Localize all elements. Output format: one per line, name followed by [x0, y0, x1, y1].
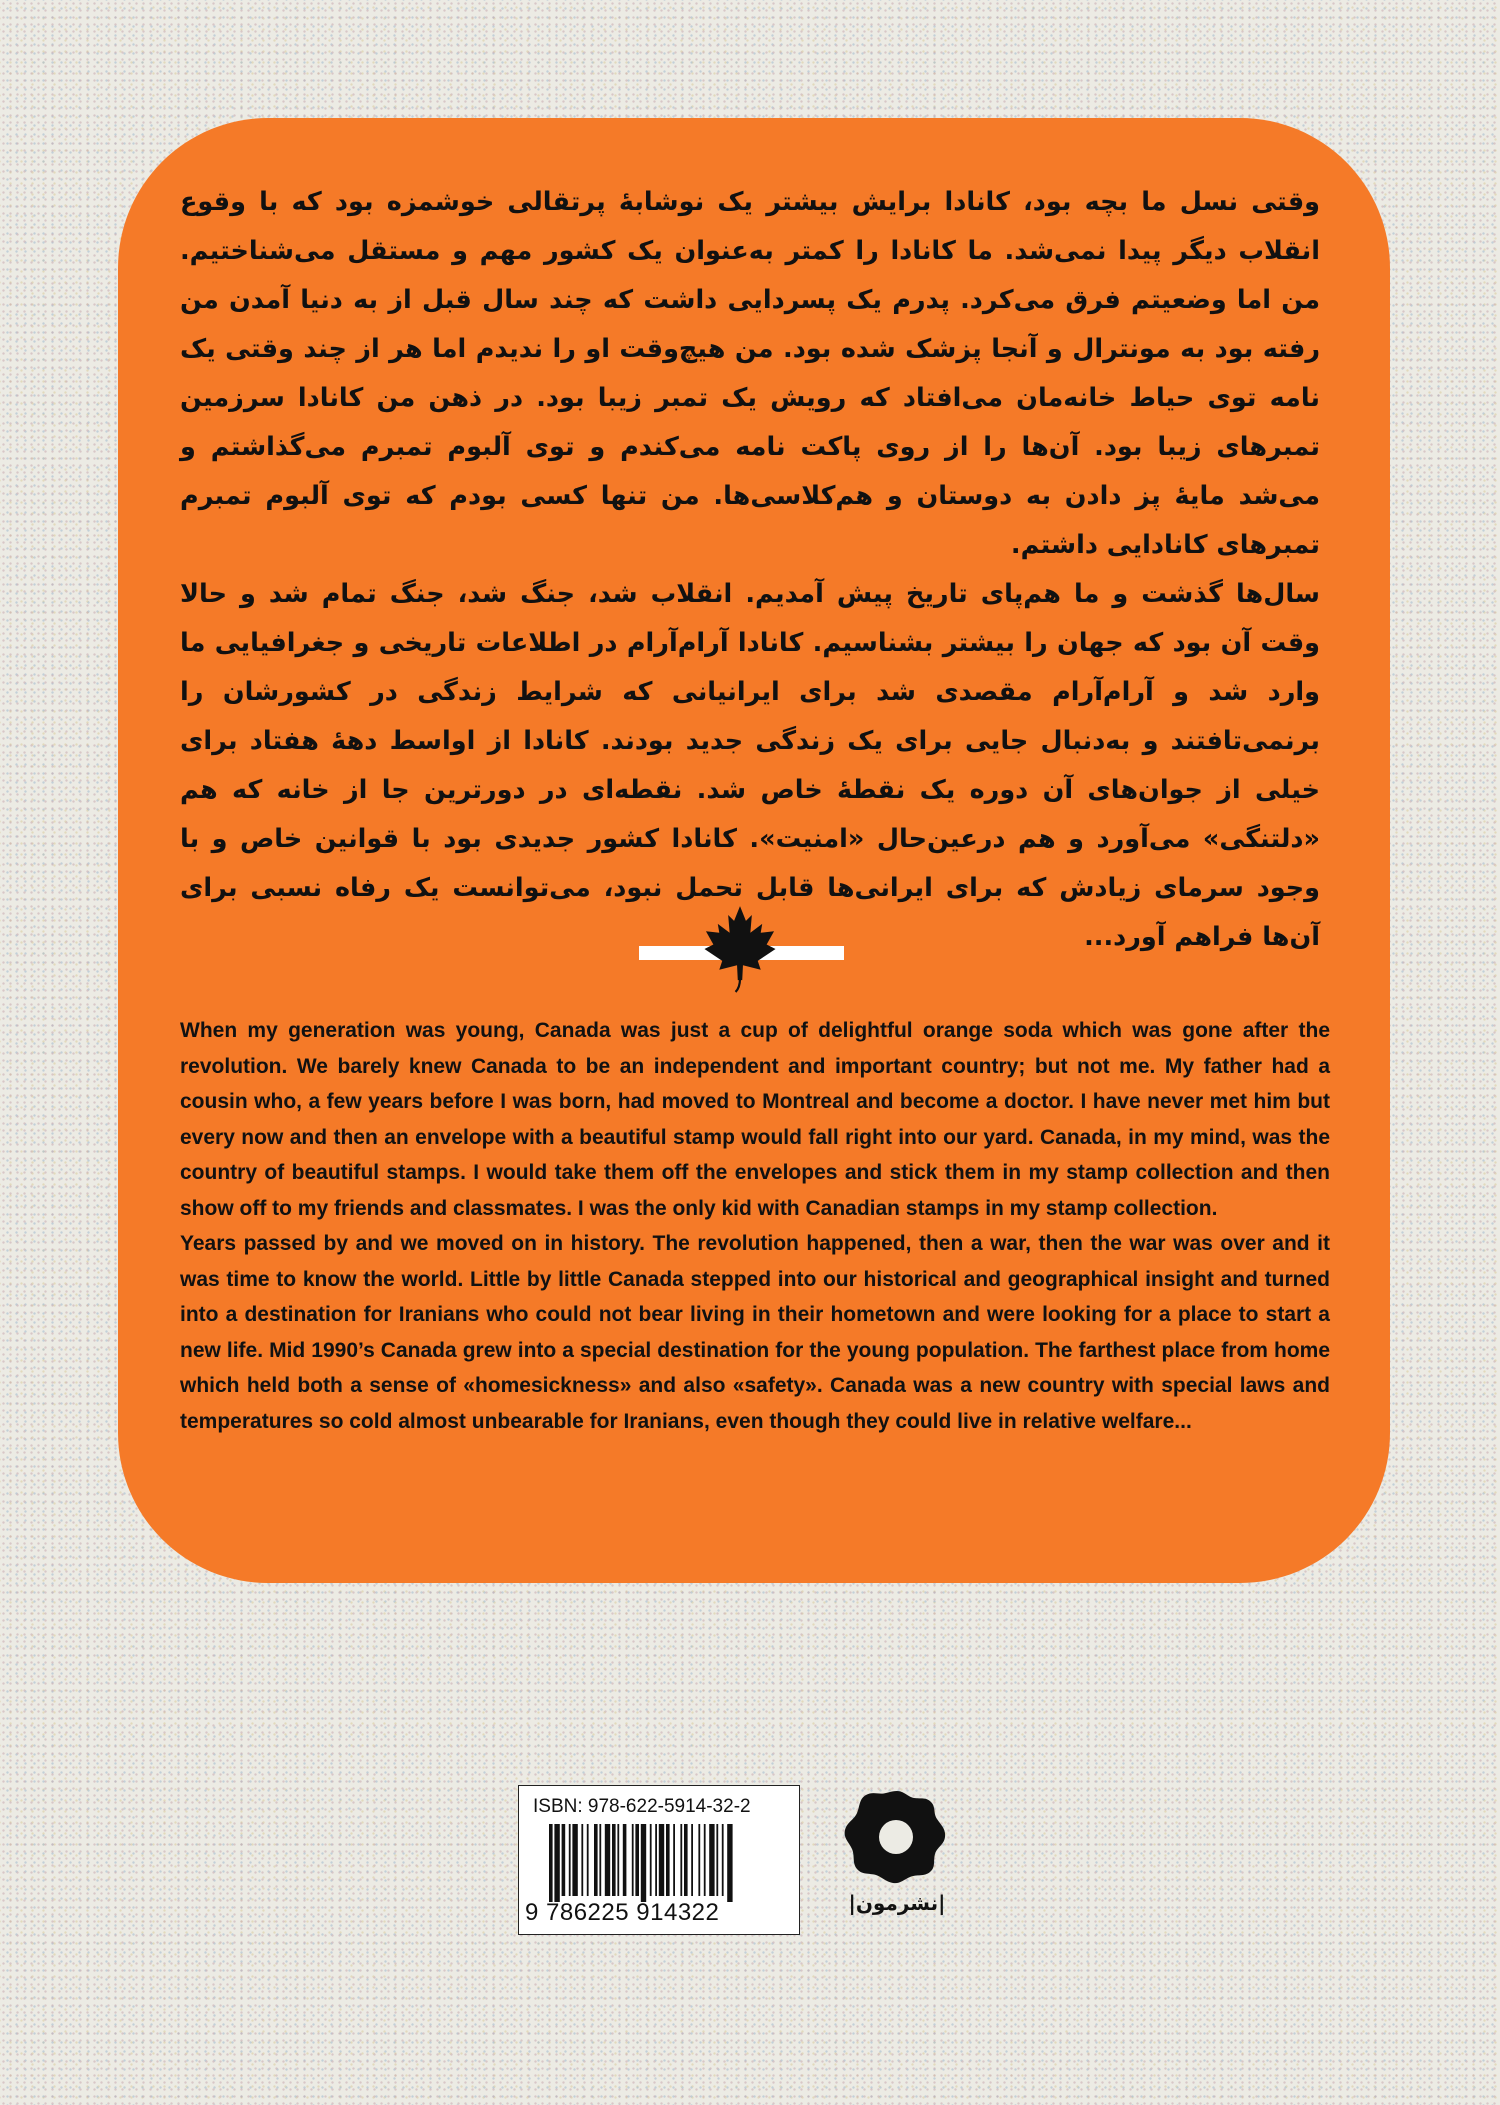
barcode-digits: 9 786225 914322 [525, 1899, 720, 1926]
isbn-label: ISBN: 978-622-5914-32-2 [533, 1796, 751, 1817]
barcode-bar [569, 1824, 571, 1896]
barcode-bar [680, 1824, 682, 1896]
publisher-name: |نشرمون| [848, 1891, 946, 1915]
barcode-bar [709, 1824, 714, 1896]
persian-blurb [180, 178, 1320, 962]
barcode-bar [632, 1824, 634, 1896]
barcode-bar [572, 1824, 577, 1896]
barcode-bar [554, 1824, 559, 1902]
english-blurb [180, 1013, 1330, 1439]
barcode-bar [691, 1824, 693, 1896]
barcode-bar [722, 1824, 724, 1896]
barcode-bar [655, 1824, 657, 1896]
maple-leaf-icon [703, 904, 777, 994]
barcode-bar [605, 1824, 610, 1896]
english-paragraph-1: When my generation was young, Canada was just a cup of delightful orange soda which was gone after the revolution. We barely knew Canada to be an independent and important country; but not me. My father had a cousin who, a few years before I was born, had moved to Montreal and become a doctor. I have never met him but every now and then an envelope with a beautiful stamp would fall right into our yard. Canada, in my mind, was the country of beautiful stamps. I would take them off the envelopes and stick them in my stamp collection and then show off to my friends and classmates. I was the only kid with Canadian stamps in my stamp collection. [180, 1019, 1330, 1220]
orange-text-panel [118, 118, 1390, 1583]
barcode-bar [587, 1824, 589, 1896]
barcode-bar [698, 1824, 700, 1896]
barcode-bar [673, 1824, 675, 1896]
barcode-bar [684, 1824, 688, 1896]
barcode-bar [641, 1824, 646, 1902]
publisher-logo-icon [838, 1785, 956, 1885]
barcode-bar [599, 1824, 601, 1896]
barcode-bar [562, 1824, 566, 1896]
barcode-bar [612, 1824, 616, 1896]
english-paragraph-2: Years passed by and we moved on in history. The revolution happened, then a war, then the war was over and it was time to know the world. Little by little Canada stepped into our historical and geographical insight and turned into a destination for Iranians who could not bear living in their hometown and were looking for a place to start a new life. Mid 1990’s Canada grew into a special destination for the young population. The farthest place from home which held both a sense of «homesickness» and also «safety». Canada was a new country with special laws and temperatures so cold almost unbearable for Iranians, even though they could live in relative welfare... [180, 1232, 1330, 1433]
barcode-bar [617, 1824, 619, 1896]
publisher-logo [838, 1785, 956, 1935]
barcode-bar [594, 1824, 598, 1896]
barcode-bar [549, 1824, 553, 1902]
barcode-bar [704, 1824, 706, 1896]
barcode-bar [623, 1824, 627, 1896]
barcode-bar [659, 1824, 664, 1896]
persian-paragraph-1: وقتی نسل ما بچه بود، کانادا برایش بیشتر یک نوشابهٔ پرتقالی خوشمزه بود که با وقوع انقلاب دیگر پیدا نمی‌شد. ما کانادا را کمتر به‌عنوان یک کشور مهم و مستقل می‌شناختیم. من اما وضعیتم فرق می‌کرد. پدرم یک پسردایی داشت که چند سال قبل از به دنیا آمدن من رفته بود به مونترال و آنجا پزشک شده بود. من هیچ‌وقت او را ندیدم اما هر از چند وقتی یک نامه توی حیاط خانه‌مان می‌افتاد که رویش یک تمبر زیبا بود. در ذهن من کانادا سرزمین تمبرهای زیبا بود. آن‌ها را از روی پاکت نامه می‌کندم و توی آلبوم تمبرم می‌گذاشتم و می‌شد مایهٔ پز دادن به دوستان و هم‌کلاسی‌ها. من تنها کسی بودم که توی آلبوم تمبرم تمبرهای کانادایی داشتم. [180, 187, 1320, 560]
isbn-barcode-box [518, 1785, 800, 1935]
barcode-bar [650, 1824, 652, 1896]
persian-paragraph-2: سال‌ها گذشت و ما هم‌پای تاریخ پیش آمدیم. انقلاب شد، جنگ شد، جنگ تمام شد و حالا وقت آن بود که جهان را بیشتر بشناسیم. کانادا آرام‌آرام در اطلاعات تاریخی و جغرافیایی ما وارد شد و آرام‌آرام مقصدی شد برای ایرانیانی که شرایط زندگی در کشورشان را برنمی‌تافتند و به‌دنبال جایی برای یک زندگی جدید بودند. کانادا از اواسط دههٔ هفتاد برای خیلی از جوان‌های آن دوره یک نقطهٔ خاص شد. نقطه‌ای در دورترین جا از خانه که هم «دلتنگی» می‌آورد و هم درعین‌حال «امنیت». کانادا کشور جدیدی بود با قوانین خاص و با وجود سرمای زیادش که برای ایرانی‌ها قابل تحمل نبود، می‌توانست یک رفاه نسبی برای آن‌ها فراهم آورد... [180, 579, 1320, 952]
barcode-bar [635, 1824, 639, 1896]
barcode-bar [727, 1824, 732, 1902]
barcode-bar [666, 1824, 670, 1896]
barcode-bar [716, 1824, 718, 1896]
barcode-bar [581, 1824, 583, 1896]
barcode-graphic [549, 1824, 769, 1902]
